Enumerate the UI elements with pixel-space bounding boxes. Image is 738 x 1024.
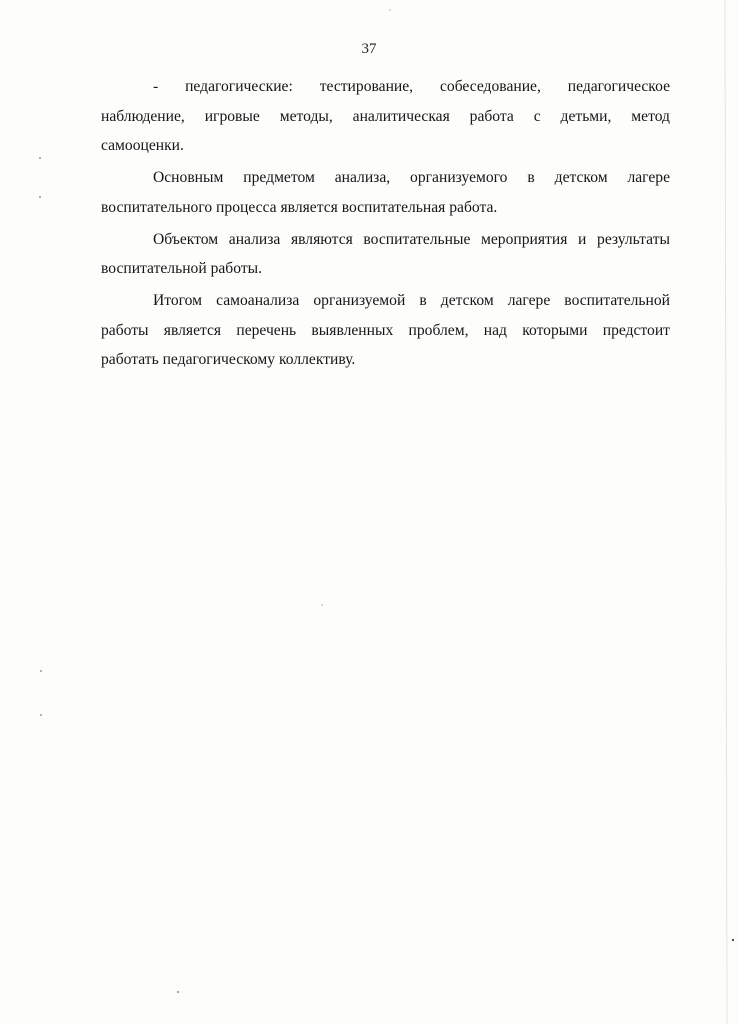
- page-number: 37: [361, 41, 377, 57]
- text-line: Основным предметом анализа, организуемого в детском лагере: [153, 169, 670, 186]
- text-line: Объектом анализа являются воспитательные мероприятия и результаты: [153, 230, 670, 248]
- paragraph-subject: [101, 163, 670, 222]
- text-line: работать педагогическому коллективу.: [101, 351, 356, 368]
- paragraph-object: [101, 225, 670, 284]
- paragraph-result: [101, 286, 670, 375]
- text-line: воспитательной работы.: [101, 260, 263, 277]
- text-line: наблюдение, игровые методы, аналитическая работа с детьми, метод: [101, 107, 670, 125]
- text-line: воспитательного процесса является воспитательная работа.: [101, 198, 498, 216]
- text-line: Итогом самоанализа организуемой в детском лагере воспитательной: [153, 292, 670, 309]
- text-line: самооценки.: [101, 137, 184, 154]
- text-line: работы является перечень выявленных проблем, над которыми предстоит: [101, 321, 670, 339]
- text-line: - педагогические: тестирование, собеседование, педагогическое: [153, 78, 670, 95]
- paragraph-methods: [101, 72, 670, 161]
- document-body: [101, 72, 670, 377]
